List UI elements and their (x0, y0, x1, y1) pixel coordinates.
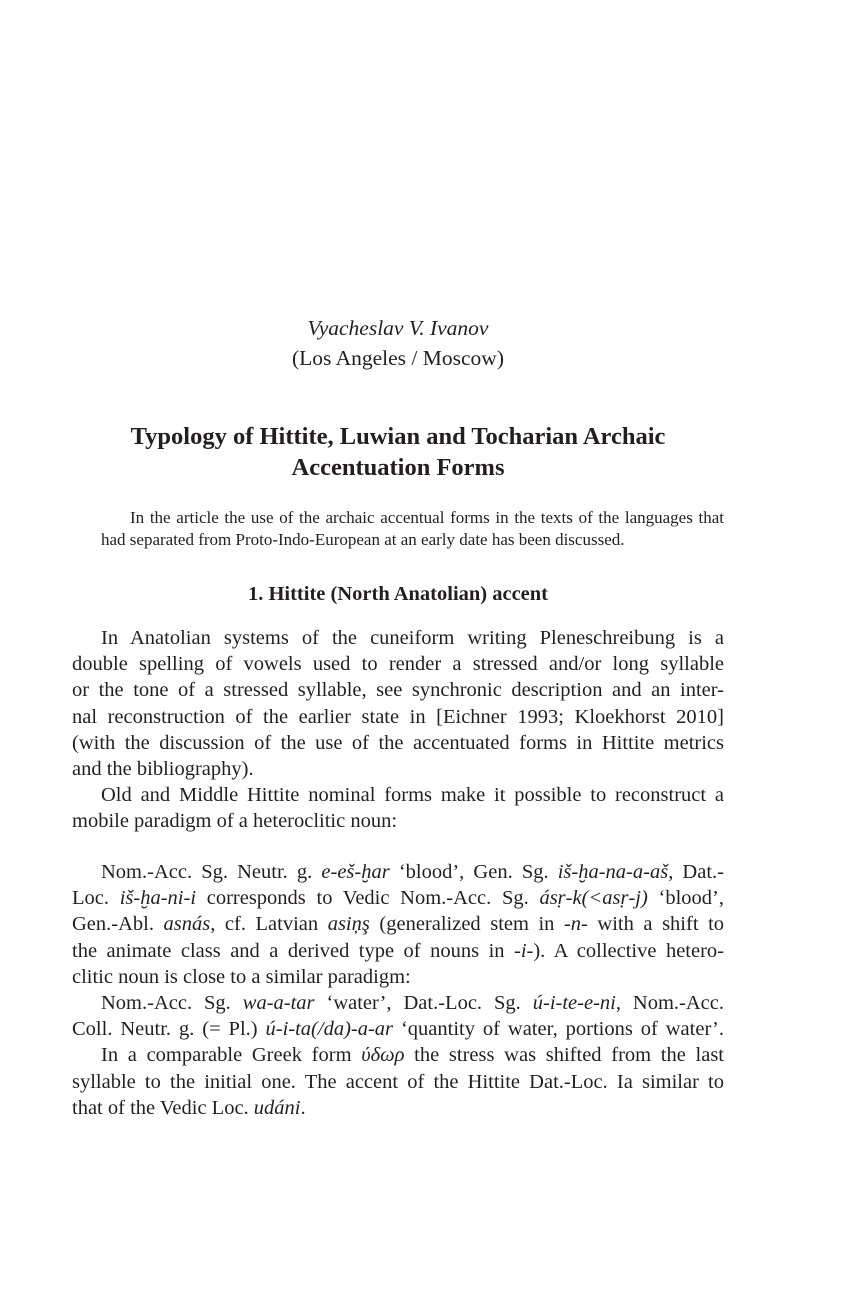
title-line-1: Typology of Hittite, Luwian and Tocharian Archaic (130, 423, 666, 450)
paragraph-line: (with the discussion of the use of the accentuated forms in Hittite metrics (72, 731, 724, 754)
paragraph-line: Old and Middle Hittite nominal forms make it possible to reconstruct a (101, 784, 724, 807)
paragraph-line: In a comparable Greek form ύδωρ the stress was shifted from the last (101, 1044, 725, 1067)
paragraph-line: mobile paradigm of a heteroclitic noun: (72, 810, 398, 833)
author-name: Vyacheslav V. Ivanov (307, 316, 489, 340)
title-line-2: Accentuation Forms (291, 454, 505, 481)
paragraph-line: Nom.-Acc. Sg. wa-a-tar ‘water’, Dat.-Loc. Sg. ú-i-te-e-ni, Nom.-Acc. (101, 991, 725, 1014)
paragraph-line: that of the Vedic Loc. udáni. (72, 1096, 306, 1119)
paragraph-line: or the tone of a stressed syllable, see synchronic description and an inter- (72, 679, 724, 702)
body-text-2 (72, 859, 724, 1121)
paragraph-line: the animate class and a derived type of nouns in -i-). A collective hetero- (72, 939, 725, 962)
section-heading: 1. Hittite (North Anatolian) accent (247, 583, 549, 605)
paragraph-line: and the bibliography). (72, 757, 254, 780)
paragraph-line: Coll. Neutr. g. (= Pl.) ú-i-ta(/da)-a-ar ‘quantity of water, portions of water’. (72, 1018, 724, 1041)
paragraph-line: double spelling of vowels used to render a stressed and/or long syllable (72, 653, 724, 676)
paragraph-line: Nom.-Acc. Sg. Neutr. g. e-eš-ḫar ‘blood’, Gen. Sg. iš-ḫa-na-a-aš, Dat.- (101, 861, 724, 883)
abstract-line-1: In the article the use of the archaic accentual forms in the texts of the languages that (130, 508, 724, 527)
author-block (72, 313, 724, 373)
paragraph-line: clitic noun is close to a similar paradigm: (72, 965, 411, 988)
paragraph-line: nal reconstruction of the earlier state in [Eichner 1993; Kloekhorst 2010] (72, 705, 724, 728)
article-title (72, 421, 724, 483)
body-text-1 (72, 625, 724, 835)
paragraph-line: syllable to the initial one. The accent of the Hittite Dat.-Loc. Ia similar to (72, 1070, 724, 1093)
abstract (72, 507, 724, 551)
paragraph-line: Loc. iš-ḫa-ni-i corresponds to Vedic Nom.-Acc. Sg. ásṛ-k(<asṛ-j) ‘blood’, (72, 887, 724, 910)
paragraph-line: Gen.-Abl. asnás, cf. Latvian asiņş (generalized stem in -n- with a shift to (72, 913, 725, 936)
author-affiliation: (Los Angeles / Moscow) (292, 346, 504, 370)
paragraph-line: In Anatolian systems of the cuneiform writing Pleneschreibung is a (101, 627, 724, 649)
abstract-line-2: had separated from Proto-Indo-European at an early date has been discussed. (101, 530, 625, 549)
